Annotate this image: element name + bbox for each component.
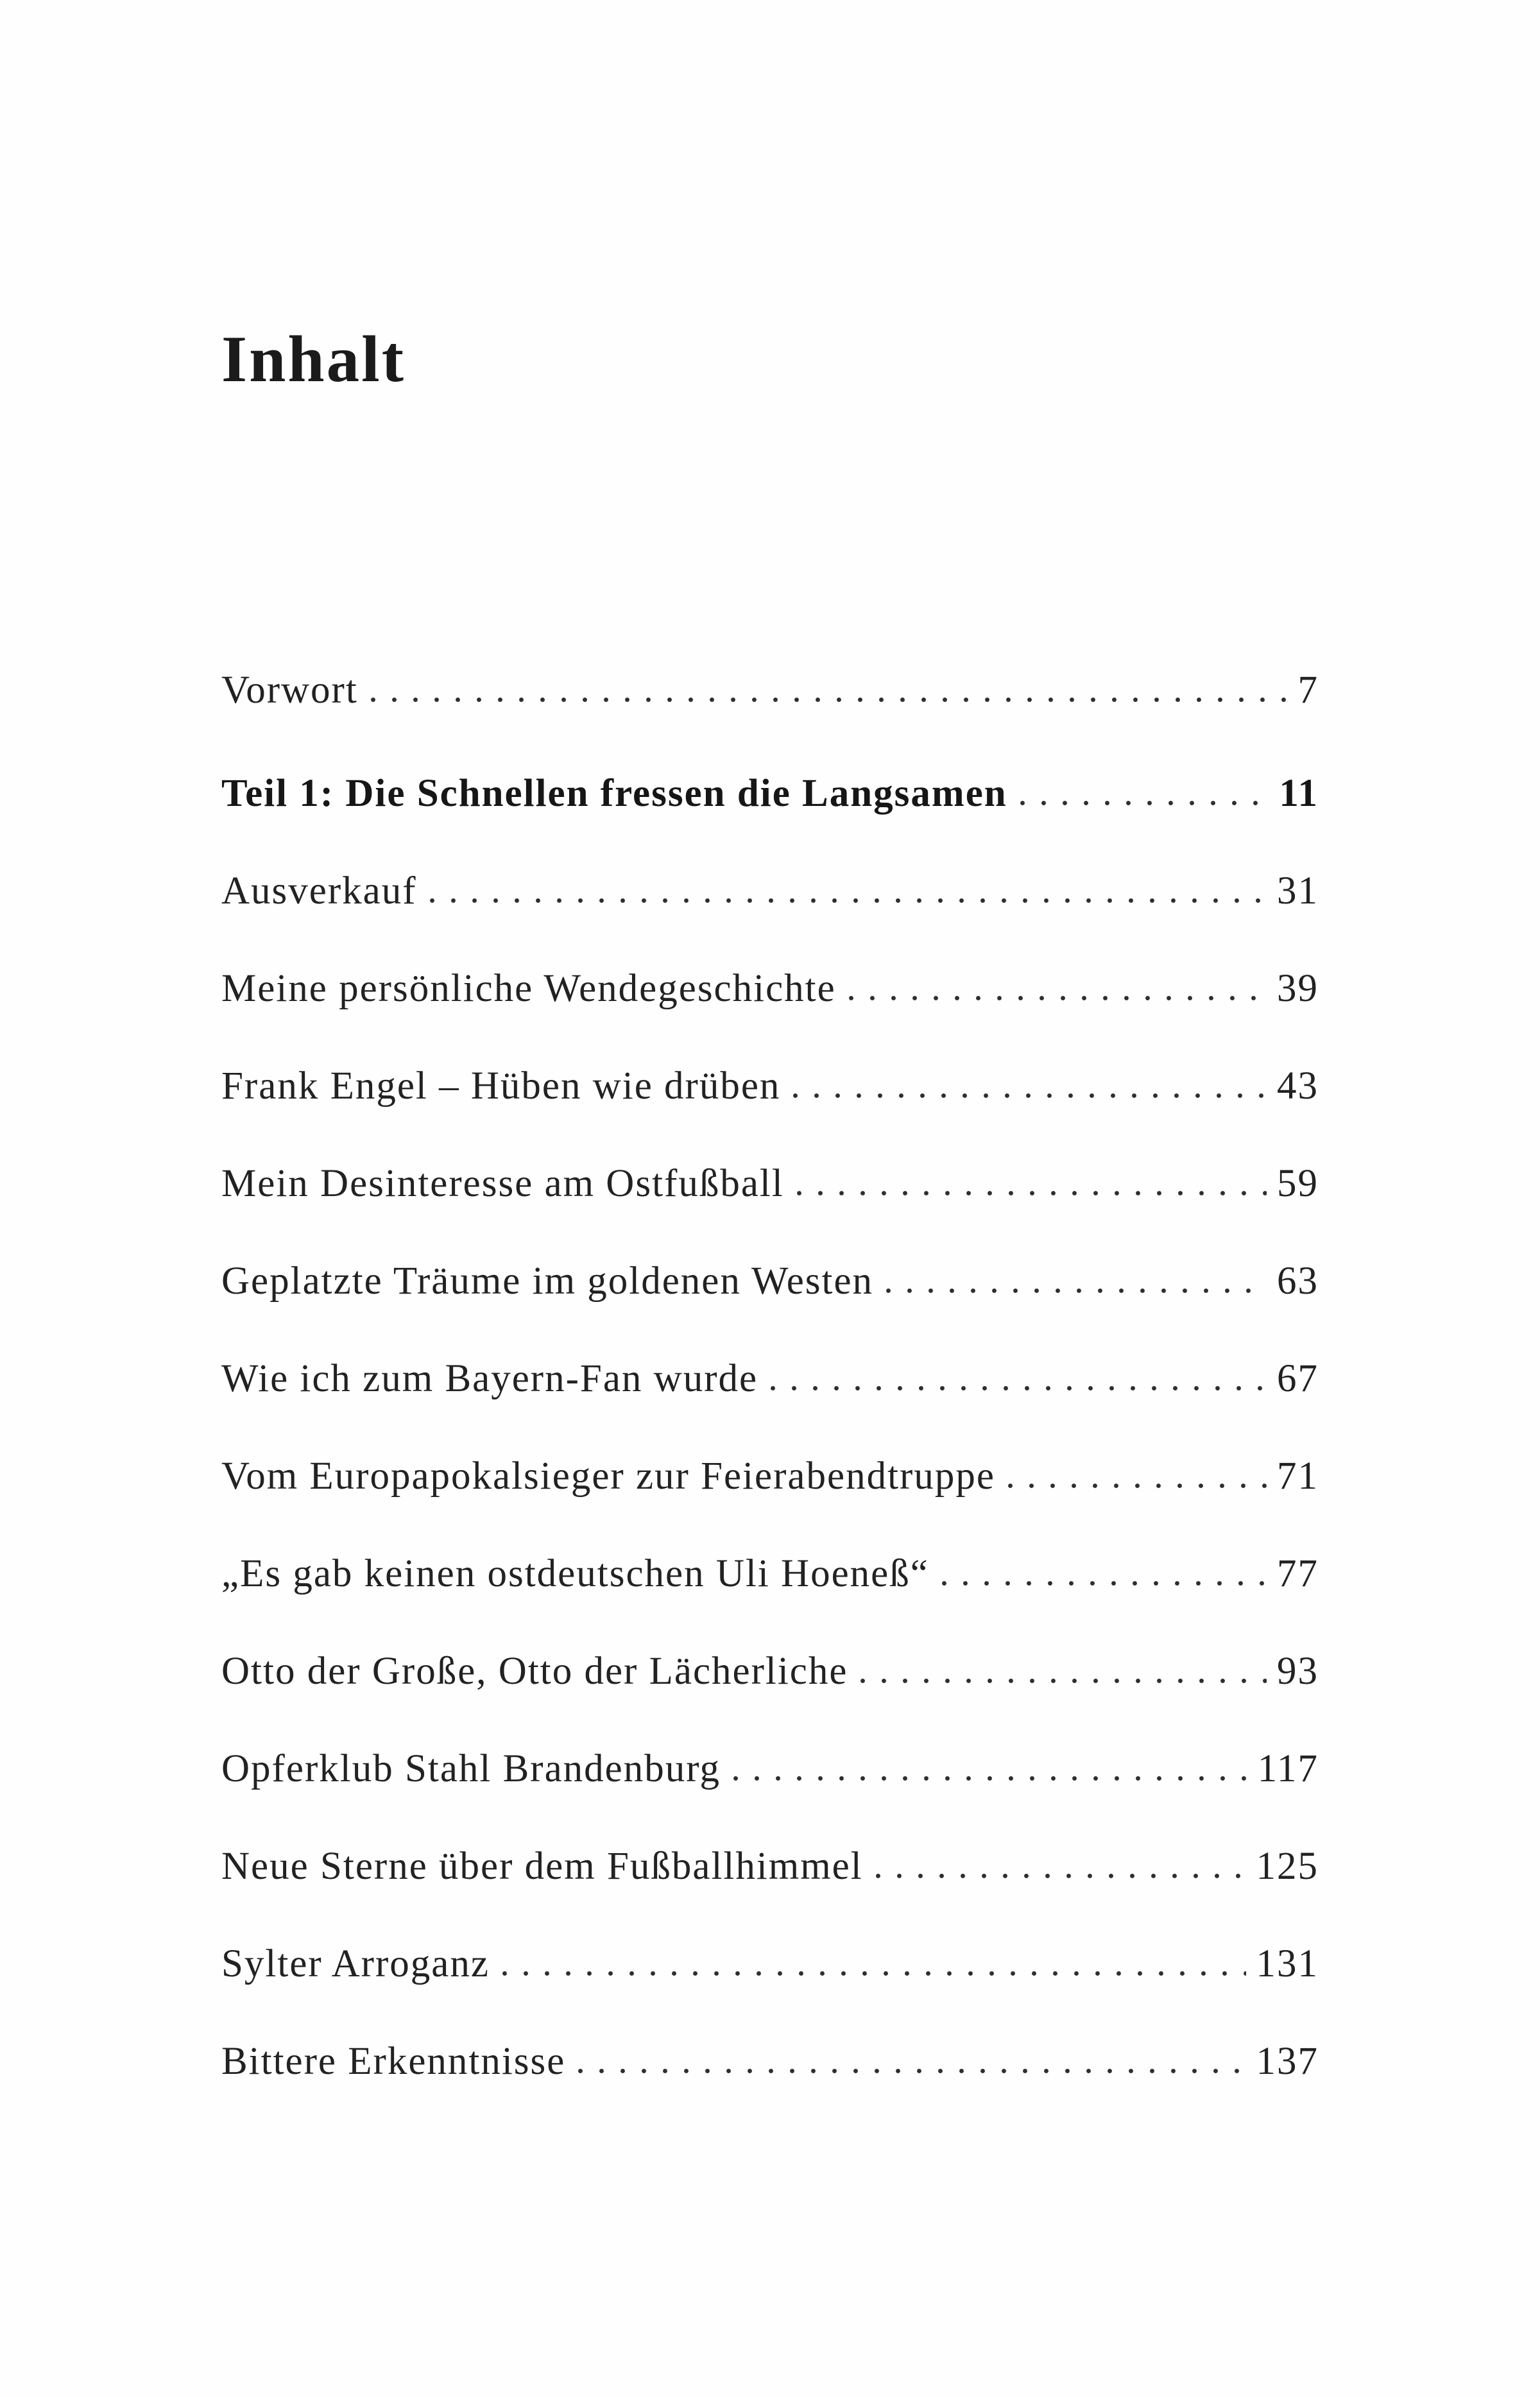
toc-row (221, 774, 1319, 813)
toc-row (221, 1164, 1319, 1203)
toc-page-number: 39 (1277, 967, 1319, 1010)
toc-entry-label: Wie ich zum Bayern-Fan wurde (221, 1357, 758, 1400)
toc-list (221, 671, 1319, 2081)
toc-page-number: 117 (1257, 1747, 1319, 1790)
toc-row (221, 2042, 1319, 2081)
dot-leader (849, 995, 1267, 1001)
toc-page-number: 63 (1277, 1260, 1319, 1303)
dot-leader (793, 1092, 1267, 1099)
dot-leader (876, 1872, 1246, 1879)
toc-entry-label: Frank Engel – Hüben wie drüben (221, 1065, 781, 1108)
toc-entry-label: Otto der Große, Otto der Lächerliche (221, 1650, 848, 1693)
toc-entry-label: „Es gab keinen ostdeutschen Uli Hoeneß“ (221, 1552, 929, 1595)
dot-leader (502, 1970, 1246, 1976)
toc-entry-label: Bittere Erkenntnisse (221, 2040, 566, 2083)
toc-page-number: 93 (1277, 1650, 1319, 1693)
dot-leader (1020, 800, 1269, 806)
toc-page-number: 137 (1256, 2040, 1319, 2083)
dot-leader (371, 696, 1288, 703)
dot-leader (771, 1385, 1267, 1391)
toc-entry-label: Teil 1: Die Schnellen fressen die Langsamen (221, 772, 1007, 815)
dot-leader (1008, 1482, 1267, 1489)
toc-entry-label: Sylter Arroganz (221, 1942, 490, 1985)
toc-row (221, 1749, 1319, 1788)
toc-row (221, 1847, 1319, 1886)
toc-entry-label: Neue Sterne über dem Fußballhimmel (221, 1845, 863, 1888)
toc-page-number: 67 (1277, 1357, 1319, 1400)
toc-row (221, 1944, 1319, 1983)
toc-row (221, 1457, 1319, 1496)
toc-entry-label: Vorwort (221, 669, 358, 712)
toc-row (221, 671, 1319, 710)
toc-page-number: 131 (1256, 1942, 1319, 1985)
toc-row (221, 1652, 1319, 1691)
toc-entry-label: Opferklub Stahl Brandenburg (221, 1747, 721, 1790)
toc-entry-label: Vom Europapokalsieger zur Feierabendtruppe (221, 1455, 995, 1498)
dot-leader (886, 1287, 1267, 1294)
dot-leader (797, 1190, 1267, 1196)
toc-row (221, 1066, 1319, 1106)
toc-row (221, 1359, 1319, 1398)
toc-page-number: 43 (1277, 1065, 1319, 1108)
dot-leader (860, 1677, 1267, 1684)
toc-entry-label: Mein Desinteresse am Ostfußball (221, 1162, 784, 1205)
dot-leader (578, 2067, 1245, 2074)
toc-page-number: 125 (1256, 1845, 1319, 1888)
toc-page-number: 7 (1297, 669, 1319, 712)
toc-entry-label: Meine persönliche Wendegeschichte (221, 967, 836, 1010)
toc-row (221, 871, 1319, 911)
toc-page-number: 77 (1277, 1552, 1319, 1595)
dot-leader (942, 1580, 1267, 1586)
toc-row (221, 1262, 1319, 1301)
toc-entry-label: Geplatzte Träume im goldenen Westen (221, 1260, 874, 1303)
page-title: Inhalt (221, 323, 406, 396)
dot-leader (733, 1775, 1247, 1781)
toc-page-number: 11 (1279, 772, 1319, 815)
dot-leader (430, 897, 1267, 903)
toc-page-number: 31 (1277, 869, 1319, 912)
toc-row (221, 969, 1319, 1008)
toc-page-number: 71 (1277, 1455, 1319, 1498)
toc-page-number: 59 (1277, 1162, 1319, 1205)
toc-row (221, 1554, 1319, 1593)
toc-entry-label: Ausverkauf (221, 869, 417, 912)
